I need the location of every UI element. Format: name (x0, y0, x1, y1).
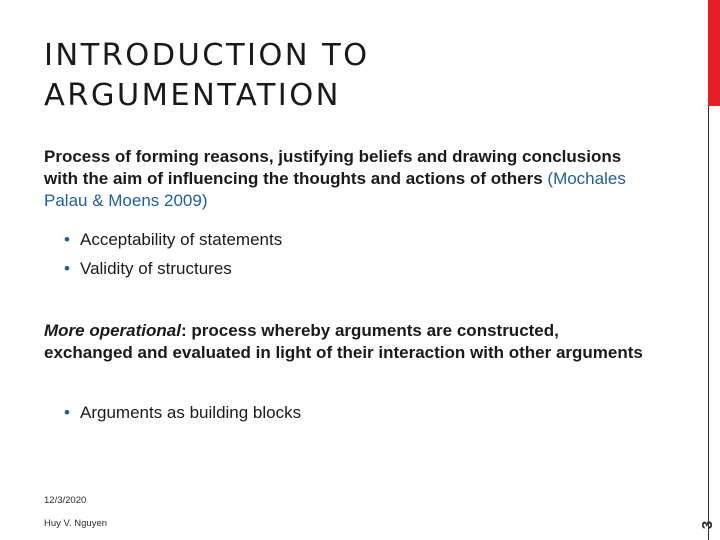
citation: (Mochales Palau & Moens 2009) (44, 169, 626, 210)
page-number: 3 (699, 520, 716, 530)
list-item (64, 398, 301, 427)
title-line-1: INTRODUCTION TO (44, 38, 370, 73)
footer-date: 12/3/2020 (44, 495, 87, 506)
sidebar-divider (708, 106, 709, 540)
bullet-list-1 (64, 225, 282, 283)
operational-text: : process whereby arguments are constructed, exchanged and evaluated in light of their interaction with other arguments (44, 321, 643, 362)
slide-title (44, 36, 604, 116)
bullet-icon: • (64, 403, 70, 422)
definition-text: Process of forming reasons, justifying beliefs and drawing conclusions with the aim of influencing the thoughts and actions of others (44, 147, 622, 188)
list-item (64, 254, 282, 283)
operational-paragraph (44, 320, 644, 364)
bullet-list-2 (64, 398, 301, 427)
footer-author: Huy V. Nguyen (44, 518, 108, 529)
operational-emphasis: More operational (44, 321, 181, 340)
bullet-text: Validity of structures (80, 259, 232, 278)
bullet-icon: • (64, 230, 70, 249)
definition-paragraph (44, 146, 644, 212)
list-item (64, 225, 282, 254)
bullet-icon: • (64, 259, 70, 278)
title-line-2: ARGUMENTATION (44, 78, 341, 113)
bullet-text: Acceptability of statements (80, 230, 283, 249)
bullet-text: Arguments as building blocks (80, 403, 302, 422)
accent-bar (708, 0, 720, 106)
